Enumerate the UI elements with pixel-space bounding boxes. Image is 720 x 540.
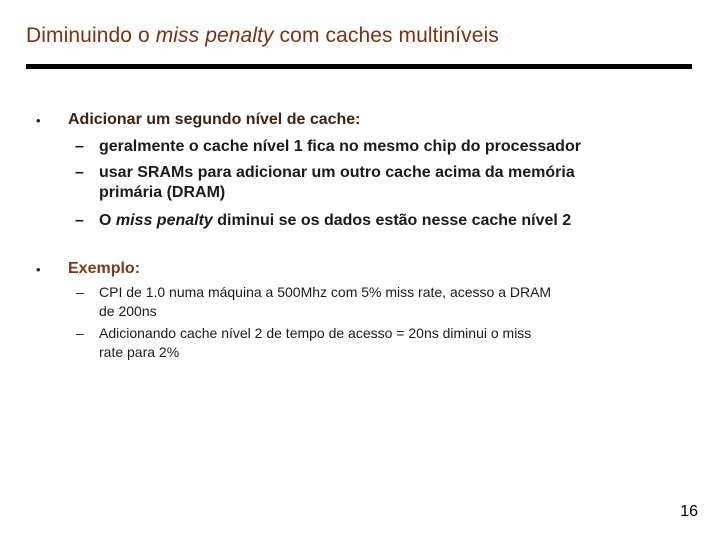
bullet-marker: •: [36, 262, 41, 277]
subitem-line: CPI de 1.0 numa máquina a 500Mhz com 5% miss rate, acesso a DRAM: [99, 284, 552, 300]
subitem-dash: –: [76, 325, 84, 341]
title-underline-rule: [26, 64, 692, 69]
bullet-marker: •: [36, 113, 41, 128]
subitem-line: Adicionando cache nível 2 de tempo de acesso = 20ns diminui o miss: [99, 325, 532, 341]
subitem-1-2: [99, 163, 575, 203]
subitem-1-3: [99, 211, 571, 231]
subitem-2-1: [99, 283, 551, 321]
subitem-dash: –: [75, 212, 84, 229]
subitem-dash: –: [76, 284, 84, 300]
subitem-suffix: diminui se os dados estão nesse cache nível 2: [212, 212, 572, 229]
subitem-line: geralmente o cache nível 1 fica no mesmo chip do processador: [99, 138, 581, 155]
bullet-2-text: Exemplo:: [68, 260, 141, 277]
subitem-line: primária (DRAM): [99, 184, 226, 201]
title-emphasis: miss penalty: [155, 24, 274, 47]
subitem-line: rate para 2%: [99, 344, 180, 360]
page-number: 16: [680, 503, 698, 520]
subitem-line: de 200ns: [99, 303, 157, 319]
bullet-1-text: Adicionar um segundo nível de cache:: [68, 111, 361, 128]
subitem-line: usar SRAMs para adicionar um outro cache acima da memória: [99, 164, 575, 181]
subitem-1-1: [99, 137, 581, 157]
subitem-prefix: O: [99, 212, 116, 229]
subitem-dash: –: [75, 138, 84, 155]
title-prefix: Diminuindo o: [26, 24, 156, 47]
subitem-emphasis: miss penalty: [115, 212, 213, 229]
title-suffix: com caches multiníveis: [273, 24, 499, 47]
subitem-dash: –: [75, 164, 84, 181]
subitem-2-2: [99, 324, 531, 362]
slide-title: [26, 24, 499, 48]
